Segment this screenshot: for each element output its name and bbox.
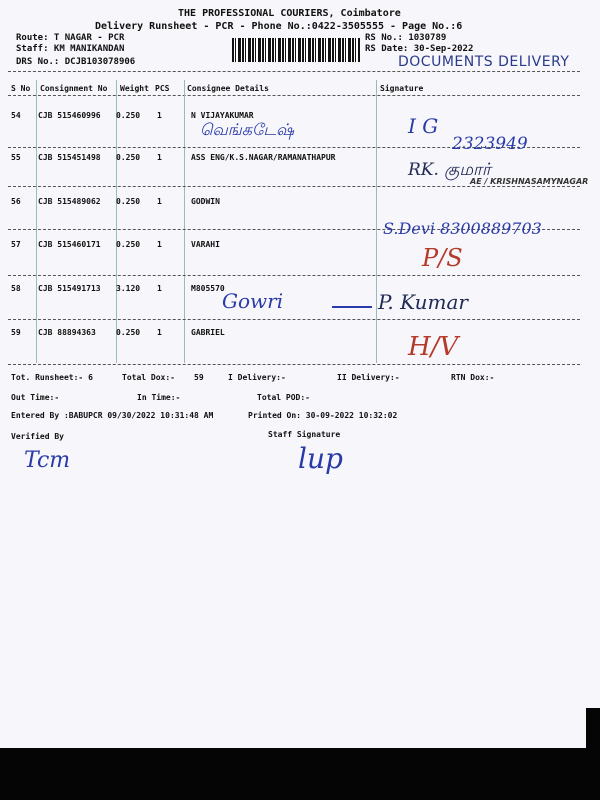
column-rule <box>36 80 37 363</box>
row-pcs: 1 <box>157 240 162 249</box>
row-divider <box>8 364 580 365</box>
row-weight: 0.250 <box>116 111 141 120</box>
row-consignment: CJB 88894363 <box>38 328 96 337</box>
column-rule <box>116 80 117 363</box>
row-sno: 54 <box>11 111 21 120</box>
verified-signature: Tcm <box>24 448 71 473</box>
divider <box>8 95 580 96</box>
row-weight: 0.250 <box>116 240 141 249</box>
row-consignee: GABRIEL <box>191 328 225 337</box>
row-weight: 0.250 <box>116 328 141 337</box>
ii-delivery: II Delivery:- <box>337 373 400 382</box>
row-sno: 57 <box>11 240 21 249</box>
phone-54: 2323949 <box>452 134 528 154</box>
col-consignee: Consignee Details <box>187 84 269 93</box>
verified-by-label: Verified By <box>11 432 64 441</box>
row-divider <box>8 275 580 276</box>
column-rule <box>376 80 377 363</box>
total-pod: Total POD:- <box>257 393 310 402</box>
row-consignment: CJB 515460996 <box>38 111 101 120</box>
runsheet-subtitle: Delivery Runsheet - PCR - Phone No.:0422-3505555 - Page No.:6 <box>95 21 463 32</box>
row-divider <box>8 186 580 187</box>
documents-delivery-stamp: DOCUMENTS DELIVERY <box>398 54 570 70</box>
col-sno: S No <box>11 84 31 93</box>
company-title: THE PROFESSIONAL COURIERS, Coimbatore <box>178 8 401 19</box>
signature-55: RK. குமார் <box>408 160 491 180</box>
row-pcs: 1 <box>157 111 162 120</box>
drs-label: DRS No.: DCJB103078906 <box>16 57 136 67</box>
signature-58: P. Kumar <box>378 290 468 314</box>
row-consignee: GODWIN <box>191 197 220 206</box>
col-pcs: PCS <box>155 84 170 93</box>
row-consignee: M805570 <box>191 284 225 293</box>
col-consignment: Consignment No <box>40 84 108 93</box>
row-pcs: 1 <box>157 284 162 293</box>
rtn-dox: RTN Dox:- <box>451 373 495 382</box>
handwritten-name-58: Gowri <box>222 289 284 313</box>
row-divider <box>8 319 580 320</box>
row-consignment: CJB 515489062 <box>38 197 101 206</box>
staff-signature-label: Staff Signature <box>268 430 341 439</box>
row-sno: 56 <box>11 197 21 206</box>
col-signature: Signature <box>380 84 424 93</box>
signature-57: P/S <box>422 244 463 272</box>
staff-label: Staff: KM MANIKANDAN <box>16 44 125 54</box>
row-weight: 0.250 <box>116 197 141 206</box>
row-consignment: CJB 515460171 <box>38 240 101 249</box>
row-weight: 0.250 <box>116 153 141 162</box>
row-consignment: CJB 515451498 <box>38 153 101 162</box>
row-pcs: 1 <box>157 197 162 206</box>
row-weight: 3.120 <box>116 284 141 293</box>
row-pcs: 1 <box>157 328 162 337</box>
row-pcs: 1 <box>157 153 162 162</box>
office-stamp-55: AE / KRISHNASAMYNAGAR <box>470 177 589 186</box>
total-dox-label: Total Dox:- <box>122 373 175 382</box>
i-delivery: I Delivery:- <box>228 373 286 382</box>
handwritten-name-54: வெங்கடேஷ் <box>200 120 295 139</box>
tot-runsheet: Tot. Runsheet:- 6 <box>11 373 93 382</box>
row-consignment: CJB 515491713 <box>38 284 101 293</box>
handwritten-stroke <box>332 306 372 308</box>
row-sno: 58 <box>11 284 21 293</box>
signature-59: H/V <box>408 332 459 362</box>
row-consignee: VARAHI <box>191 240 220 249</box>
staff-signature: lup <box>298 442 343 475</box>
in-time: In Time:- <box>137 393 181 402</box>
route-label: Route: T NAGAR - PCR <box>16 33 125 43</box>
entered-by: Entered By :BABUPCR 09/30/2022 10:31:48 AM <box>11 411 214 420</box>
out-time: Out Time:- <box>11 393 60 402</box>
divider <box>8 71 580 72</box>
row-sno: 55 <box>11 153 21 162</box>
total-dox-value: 59 <box>194 373 204 382</box>
signature-54: I G <box>408 114 439 138</box>
row-consignee: ASS ENG/K.S.NAGAR/RAMANATHAPUR <box>191 153 336 162</box>
rs-date: RS Date: 30-Sep-2022 <box>365 44 474 54</box>
rs-number: RS No.: 1030789 <box>365 33 447 43</box>
barcode <box>232 38 360 62</box>
row-sno: 59 <box>11 328 21 337</box>
scan-shadow <box>0 748 600 800</box>
printed-on: Printed On: 30-09-2022 10:32:02 <box>248 411 398 420</box>
signature-56: S.Devi 8300889703 <box>383 219 542 238</box>
row-consignee: N VIJAYAKUMAR <box>191 111 254 120</box>
col-weight: Weight <box>120 84 149 93</box>
column-rule <box>184 80 185 363</box>
